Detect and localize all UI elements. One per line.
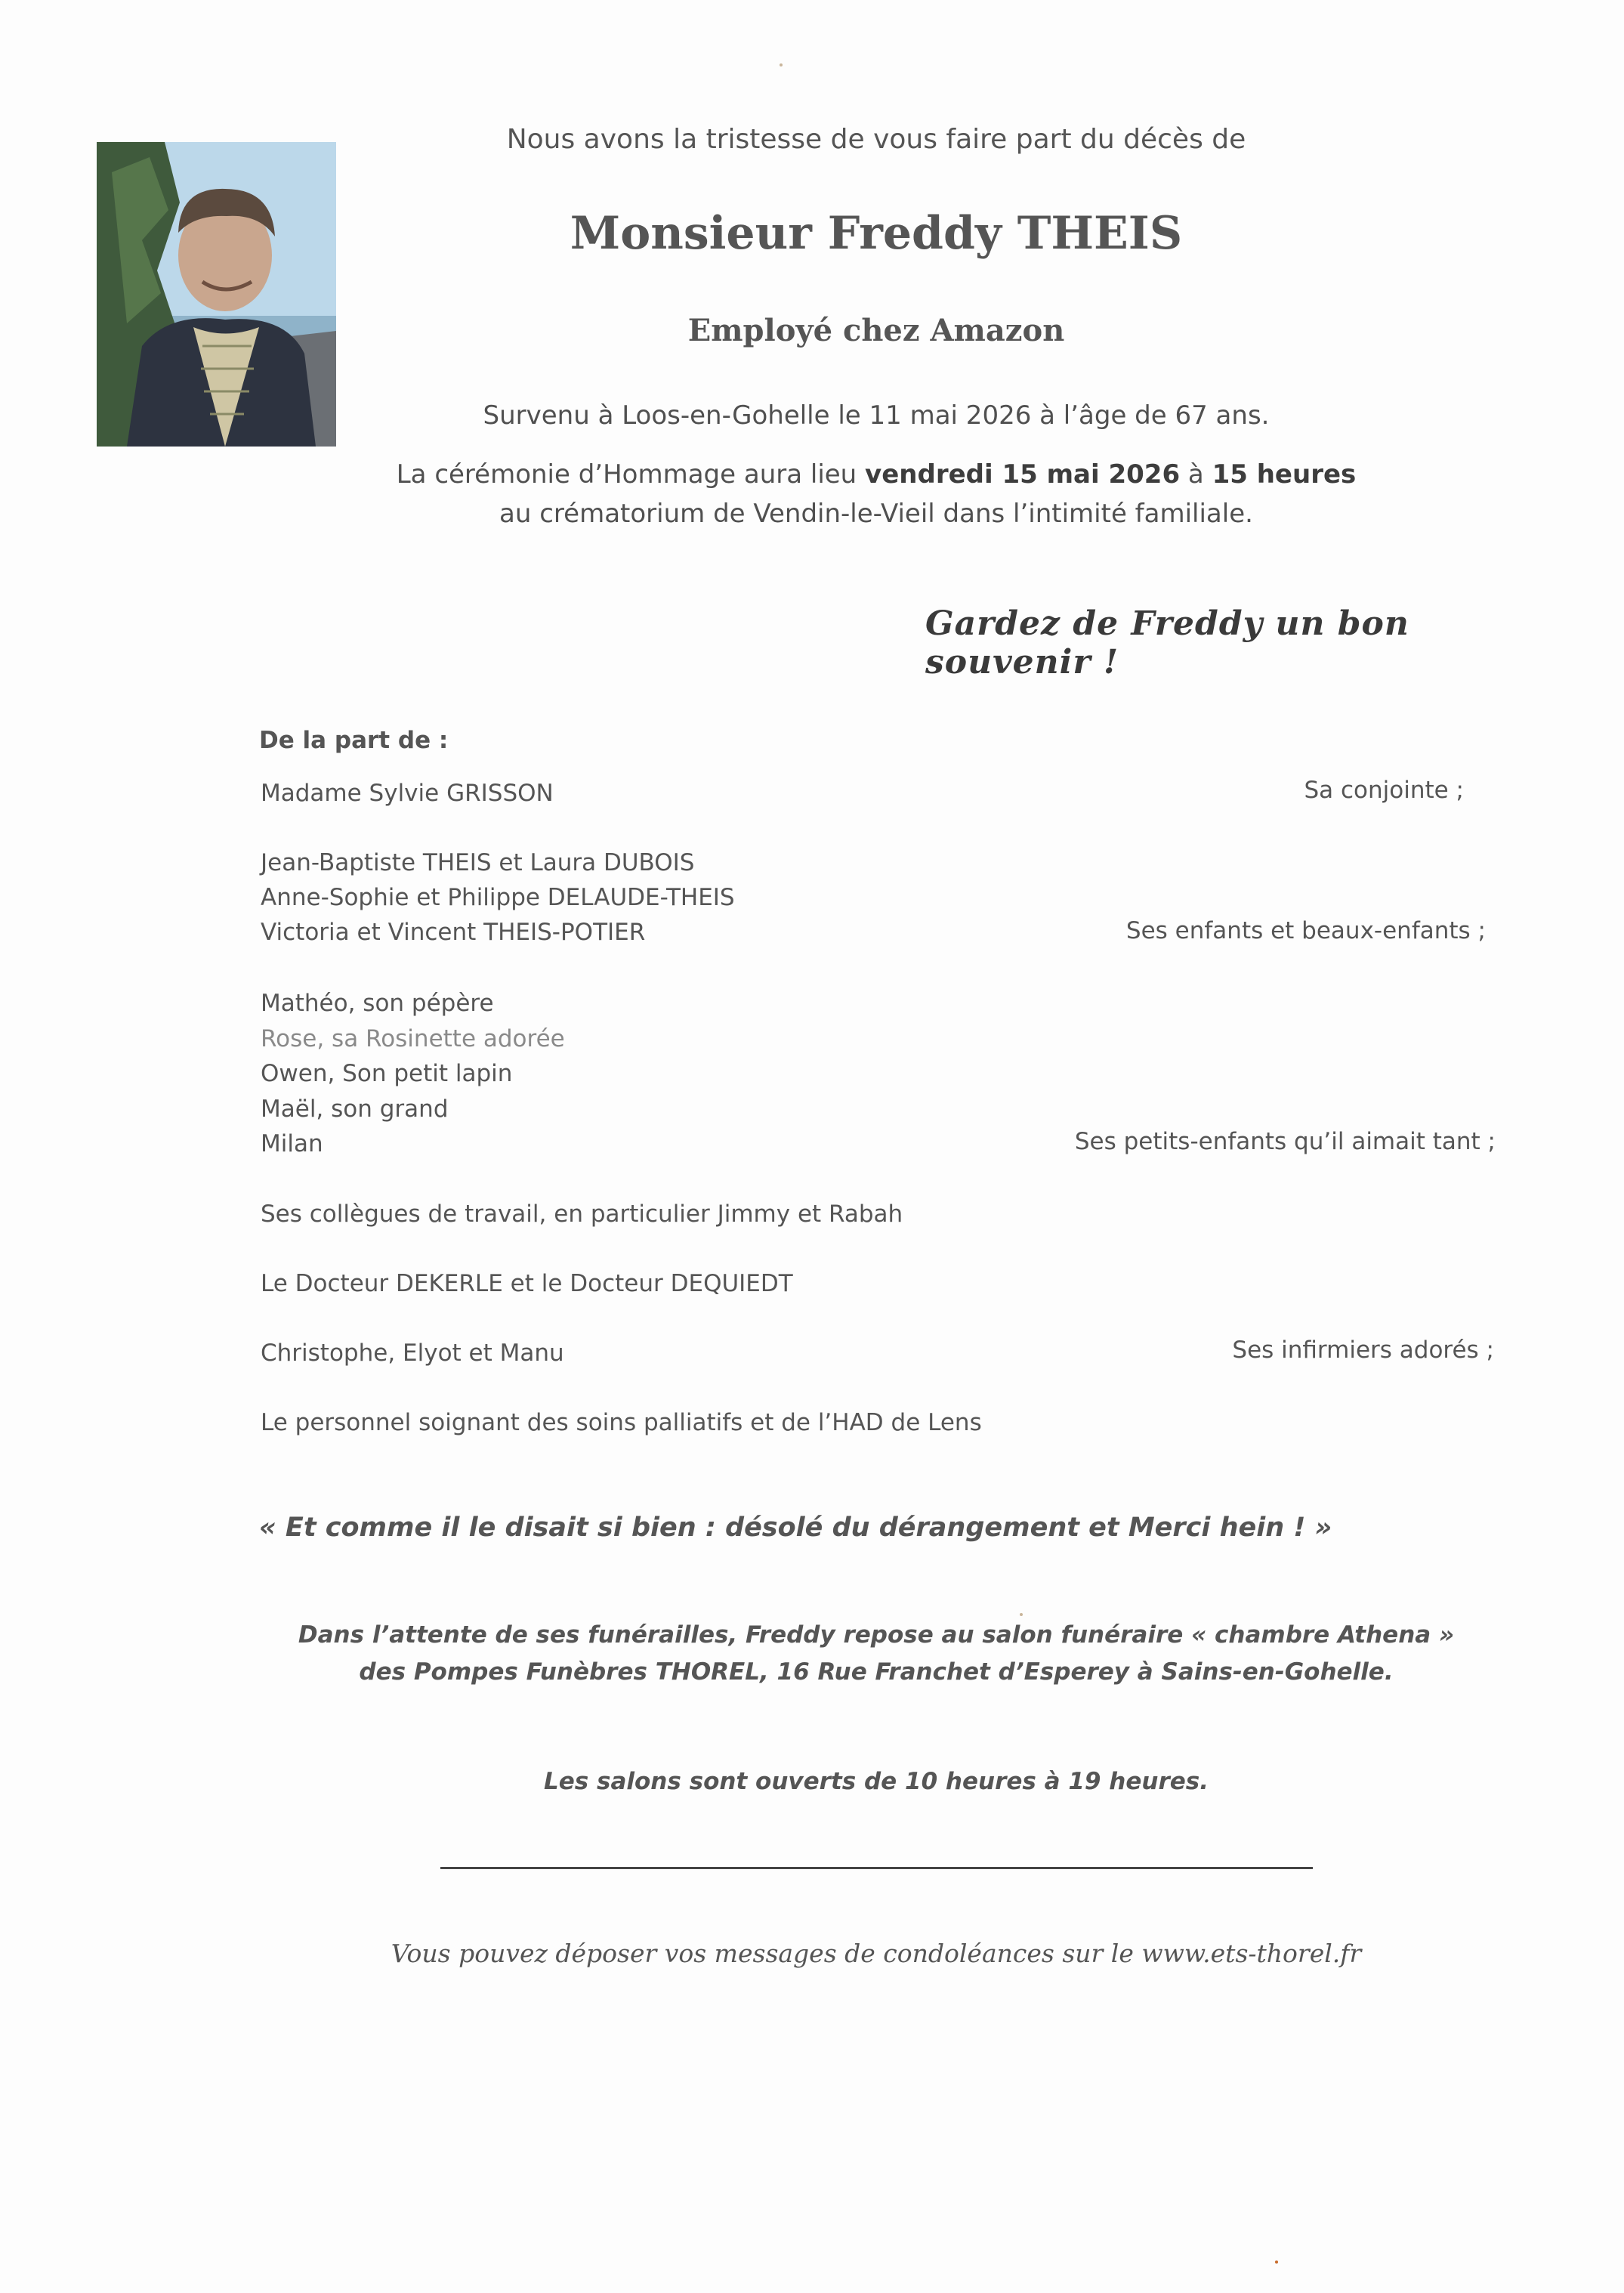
- occupation: Employé chez Amazon: [687, 313, 1065, 348]
- family-name: Le personnel soignant des soins palliatifs et de l’HAD de Lens: [261, 1409, 982, 1436]
- scan-speck: [1020, 1613, 1023, 1616]
- family-name: Jean-Baptiste THEIS et Laura DUBOIS: [261, 849, 695, 876]
- from-label: De la part de :: [259, 727, 449, 754]
- role-label: Ses infirmiers adorés ;: [1232, 1337, 1494, 1364]
- rest-line-2: des Pompes Funèbres THOREL, 16 Rue Franchet d’Esperey à Sains-en-Gohelle.: [359, 1658, 1394, 1686]
- condolences-text: Vous pouvez déposer vos messages de condoléances sur le www.ets-thorel.fr: [391, 1939, 1362, 1968]
- family-name: Madame Sylvie GRISSON: [261, 780, 554, 807]
- family-name: Maël, son grand: [261, 1096, 449, 1123]
- intro-text: Nous avons la tristesse de vous faire part du décès de: [506, 124, 1246, 155]
- ceremony-prefix: La cérémonie d’Hommage aura lieu: [396, 459, 866, 490]
- motto: Gardez de Freddy un bon souvenir !: [925, 604, 1409, 681]
- divider: [440, 1867, 1313, 1869]
- rest-line-1: Dans l’attente de ses funérailles, Freddy repose au salon funéraire « chambre Athena »: [298, 1621, 1455, 1649]
- family-name: Le Docteur DEKERLE et le Docteur DEQUIEDT: [261, 1270, 793, 1297]
- ceremony-line: [0, 459, 1624, 490]
- deceased-name: Monsieur Freddy THEIS: [570, 207, 1183, 260]
- quote: « Et comme il le disait si bien : désolé du dérangement et Merci hein ! »: [259, 1513, 1332, 1543]
- family-name: Rose, sa Rosinette adorée: [261, 1025, 565, 1052]
- death-line: Survenu à Loos-en-Gohelle le 11 mai 2026 à l’âge de 67 ans.: [483, 400, 1270, 431]
- family-name: Mathéo, son pépère: [261, 990, 494, 1017]
- family-name: Victoria et Vincent THEIS-POTIER: [261, 919, 646, 946]
- family-name: Anne-Sophie et Philippe DELAUDE-THEIS: [261, 884, 735, 911]
- ceremony-mid: à: [1180, 459, 1212, 490]
- scan-speck: [780, 63, 783, 66]
- ceremony-time: 15 heures: [1212, 459, 1357, 490]
- ceremony-place: au crématorium de Vendin-le-Vieil dans l’intimité familiale.: [499, 499, 1253, 529]
- role-label: Ses petits-enfants qu’il aimait tant ;: [1074, 1128, 1496, 1155]
- ceremony-date: vendredi 15 mai 2026: [865, 459, 1181, 490]
- role-label: Ses enfants et beaux-enfants ;: [1125, 917, 1486, 944]
- scan-speck: [1275, 2261, 1278, 2264]
- opening-hours: Les salons sont ouverts de 10 heures à 19 heures.: [543, 1768, 1209, 1795]
- family-name: Owen, Son petit lapin: [261, 1060, 513, 1087]
- family-name: Ses collègues de travail, en particulier Jimmy et Rabah: [261, 1201, 903, 1228]
- role-label: Sa conjointe ;: [1304, 777, 1464, 804]
- family-name: Milan: [261, 1130, 323, 1157]
- family-name: Christophe, Elyot et Manu: [261, 1340, 564, 1367]
